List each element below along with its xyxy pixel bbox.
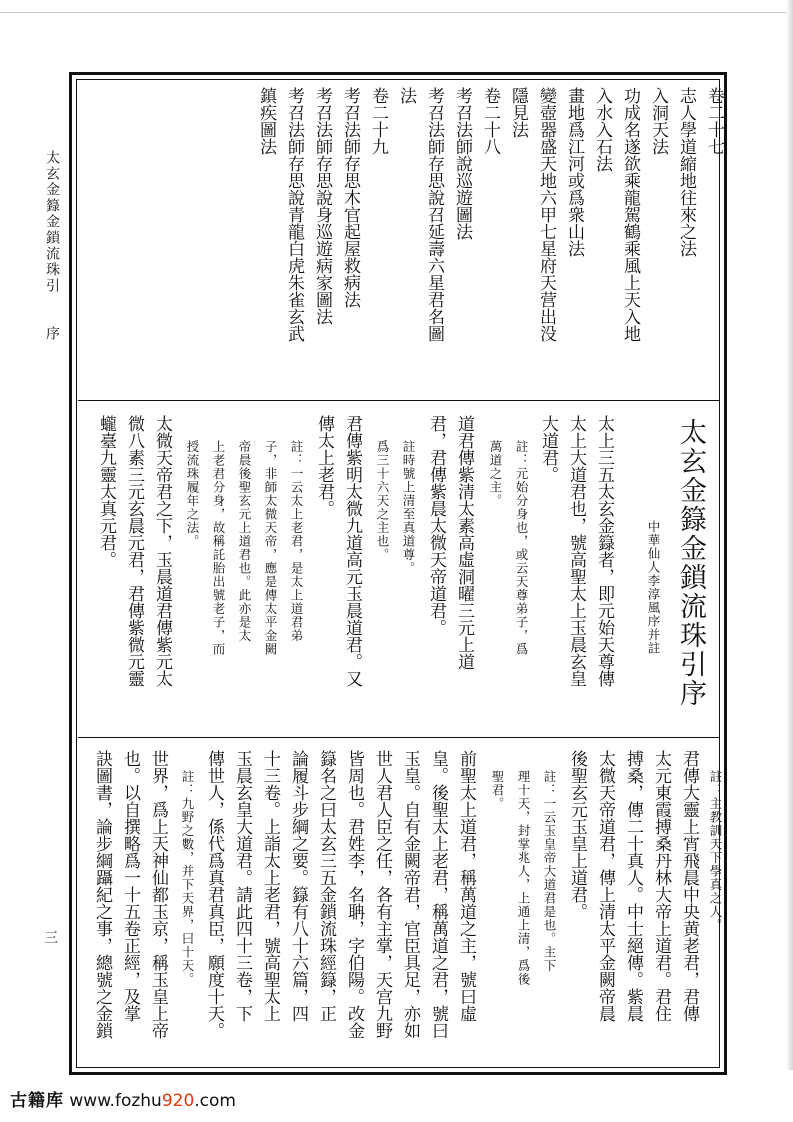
continued-line: 世人君人臣之任，各有主掌，天宫九野 [372, 750, 392, 1039]
toc-line: 考召法師存思說青龍白虎朱雀玄武 [284, 87, 304, 342]
continued-line: 搏桑，傳二十真人。中士絕傳。紫晨 [623, 750, 643, 1022]
preface-line: 太上大道君也，號高聖太上玉晨玄皇 [566, 415, 586, 687]
continued-line: 皆周也。君姓李，名聃，字伯陽。改金 [344, 750, 364, 1039]
section-divider-bottom [78, 737, 719, 738]
page-number: 三 [42, 930, 58, 944]
continued-note: 註：九野之數，并下天界，曰十天。 [180, 770, 195, 986]
toc-line: 法 [396, 87, 416, 104]
section-label: 序 [44, 326, 60, 342]
continued-line: 籙名之曰太玄三五金鎖流珠經籙，正 [316, 750, 336, 1022]
preface-title: 太玄金籙金鎖流珠引序 [675, 418, 706, 708]
continued-line: 世界，爲上天神仙都玉京，稱玉皇上帝 [148, 750, 168, 1039]
toc-line: 變壺器盛天地六甲七星府天营出没 [536, 87, 556, 342]
toc-line: 入洞天法 [648, 87, 668, 155]
watermark-site-suffix: .com [194, 1091, 236, 1111]
toc-line: 功成名遂欲乘龍駕鶴乘風上天入地 [620, 87, 640, 342]
continued-line: 玉皇。自有金闕帝君，官臣具足，亦如 [400, 750, 420, 1039]
toc-line: 卷二十七 [704, 87, 724, 155]
toc-line: 畫地爲江河或爲衆山法 [564, 87, 584, 257]
preface-note: 爲三十六天之主也。 [375, 440, 390, 562]
continued-line: 前聖太上道君，稱萬道之主，號曰虛 [456, 750, 476, 1022]
section-divider-top [78, 400, 719, 401]
preface-note: 帝晨後聖玄元上道君也。此亦是太 [237, 440, 252, 643]
toc-line: 考召法師存思木官起屋救病法 [340, 87, 360, 308]
preface-line: 君，君傳紫晨太微天帝道君。 [426, 415, 446, 636]
toc-line: 鎮疾圖法 [256, 87, 276, 155]
preface-line: 太微天帝君之下，玉晨道君傳紫元太 [152, 415, 172, 687]
toc-line: 卷二十九 [368, 87, 388, 155]
watermark-site-prefix: www.fozhu [69, 1091, 162, 1111]
preface-line: 蠬臺九靈太真元君。 [96, 415, 116, 568]
continued-line: 君傳大靈上宵飛晨中央黄老君，君傳 [679, 750, 699, 1022]
toc-line: 考召法師存思說召延壽六星君名圖 [424, 87, 444, 342]
toc-line: 考召法師存思說身巡遊病家圖法 [312, 87, 332, 325]
top-rule [0, 12, 793, 13]
continued-line: 玉晨玄皇大道君。請此四十三卷，下 [232, 750, 252, 1022]
continued-line: 後聖玄元玉皇上道君。 [567, 750, 587, 920]
continued-line: 訣圖書，論步綱躡紀之事，總號之金鎖 [92, 750, 112, 1039]
toc-line: 卷二十八 [480, 87, 500, 155]
preface-note: 授流珠履年之法。 [185, 440, 200, 548]
toc-line: 隱見法 [508, 87, 528, 138]
preface-line: 大道君。 [538, 415, 558, 483]
preface-note: 註：一云太上老君，是太上道君弟 [289, 440, 304, 643]
continued-note: 理十天，封掌兆人，上通上清，爲後 [516, 770, 531, 986]
preface-line: 太上三五太玄金籙者，即元始天尊傳 [594, 415, 614, 687]
continued-line: 太元東霞搏桑丹林大帝上道君。君住 [651, 750, 671, 1022]
continued-note: 聖君。 [490, 770, 505, 811]
continued-line: 也。以自撰略爲一十五卷正經，及掌 [120, 750, 140, 1022]
toc-line: 入水入石法 [592, 87, 612, 172]
site-watermark [10, 1088, 310, 1114]
preface-line: 傳太上老君。 [314, 415, 334, 517]
page-edge-shadow [786, 0, 793, 1070]
watermark-site-number: 920 [161, 1091, 195, 1111]
book-title-margin [42, 150, 62, 342]
preface-line: 微八素三元玄晨元君，君傳紫微元靈 [124, 415, 144, 687]
preface-note: 萬道之主。 [488, 440, 503, 508]
preface-author: 中華仙人李淳風序并註 [646, 520, 661, 655]
toc-line: 志人學道縮地往來之法 [676, 87, 696, 257]
preface-note: 上老君分身，故稱託胎出號老子，而 [211, 440, 226, 656]
continued-line: 太微天帝道君，傳上清太平金闕帝晨 [595, 750, 615, 1022]
continued-line: 傳世人，係代爲真君真臣，願度十天。 [204, 750, 224, 1039]
continued-note: 註：一云玉皇帝大道君是也。主下 [542, 770, 557, 973]
continued-line: 皇。後聖太上老君，稱萬道之君，號曰 [428, 750, 448, 1039]
watermark-brand: 古籍库 [10, 1091, 64, 1111]
book-title: 太玄金籙金鎖流珠引 [44, 150, 60, 294]
continued-note: 註：主教訓天下學真之人。 [708, 770, 723, 932]
preface-note: 註：元始分身也，或云天尊弟子，爲 [514, 440, 529, 656]
continued-line: 十三卷。上詣太上老君，號高聖太上 [260, 750, 280, 1022]
continued-line: 論履斗步綱之要。籙有八十六篇，四 [288, 750, 308, 1022]
toc-line: 考召法師說巡遊圖法 [452, 87, 472, 240]
preface-note: 子，非師太微天帝，應是傳太平金闕 [263, 440, 278, 656]
preface-note: 註時號上清至真道尊。 [401, 440, 416, 575]
preface-line: 道君傳紫清太素高虛洞曜三元上道 [454, 415, 474, 670]
preface-line: 君傳紫明太微九道高元玉晨道君。又 [342, 415, 362, 687]
